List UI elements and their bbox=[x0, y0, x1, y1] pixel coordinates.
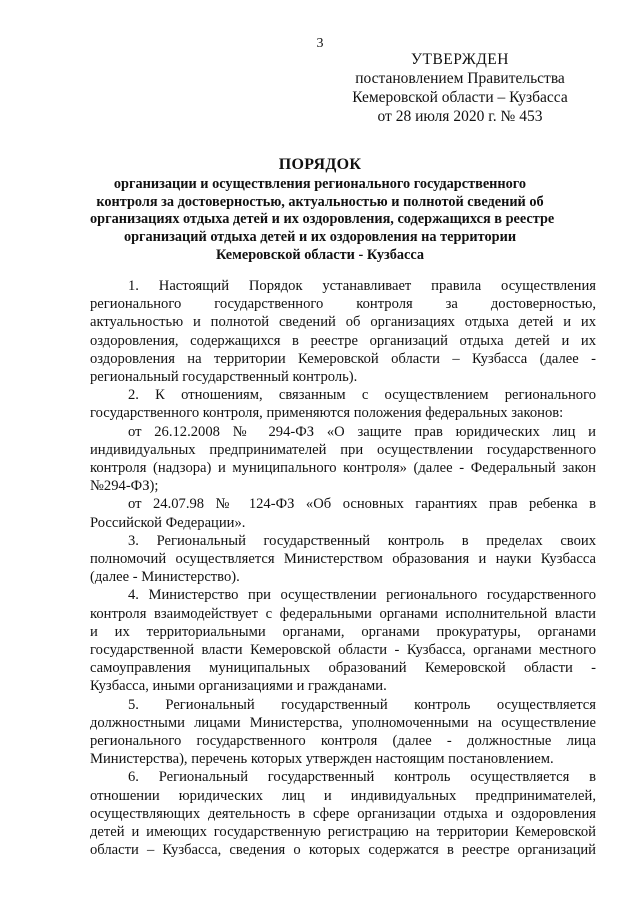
body-line: Министерства), перечень которых утвержден настоящим постановлением. bbox=[90, 751, 554, 768]
subtitle-line: организаций отдыха детей и их оздоровления на территории bbox=[123, 229, 517, 246]
document-body bbox=[90, 277, 596, 860]
subtitle-line: организациях отдыха детей и их оздоровления, содержащихся в реестре bbox=[90, 211, 555, 228]
body-line: (далее - Министерство). bbox=[90, 569, 240, 586]
body-line: контроля взаимодействует с федеральными органами исполнительной власти bbox=[90, 605, 596, 622]
document-subtitle bbox=[90, 176, 555, 265]
body-line: осуществляющих деятельность в сфере организации отдыха и оздоровления bbox=[90, 805, 596, 822]
body-line: полномочий осуществляется Министерством образования и науки Кузбасса bbox=[90, 551, 596, 568]
body-line: оздоровления на территории Кемеровской области – Кузбасса (далее - bbox=[90, 350, 596, 367]
body-line: государственного контроля, применяются положения федеральных законов: bbox=[90, 405, 564, 422]
body-line: Российской Федерации». bbox=[90, 514, 246, 531]
body-line: контроля (надзора) и муниципального контроля» (далее - Федеральный закон bbox=[90, 460, 596, 477]
body-line: самоуправления муниципальных образований Кемеровской области - bbox=[90, 660, 596, 677]
body-line: регионального государственного контроля (далее - должностные лица bbox=[90, 733, 596, 750]
body-line: №294-ФЗ); bbox=[90, 478, 159, 495]
body-line: и их территориальными органами, органами прокуратуры, органами bbox=[90, 623, 596, 640]
body-line: Кузбасса, иными организациями и гражданами. bbox=[90, 678, 387, 695]
body-line: 3. Региональный государственный контроль в пределах своих bbox=[128, 532, 596, 549]
document-title: ПОРЯДОК bbox=[278, 156, 362, 173]
body-line: 2. К отношениям, связанным с осуществлением регионального bbox=[128, 387, 596, 404]
page-number: 3 bbox=[316, 36, 324, 51]
body-line: детей и имеющих государственную регистрацию на территории Кемеровской bbox=[90, 824, 596, 841]
body-line: 1. Настоящий Порядок устанавливает правила осуществления bbox=[128, 278, 596, 294]
approval-line: постановлением Правительства bbox=[355, 70, 565, 87]
body-line: регионального государственного контроля за достоверностью, bbox=[90, 296, 596, 313]
body-line: 6. Региональный государственный контроль осуществляется в bbox=[128, 769, 596, 786]
body-line: индивидуальных предпринимателей при осуществлении государственного bbox=[90, 441, 596, 458]
approval-line: Кемеровской области – Кузбасса bbox=[352, 89, 568, 106]
subtitle-line: организации и осуществления регионального государственного bbox=[113, 176, 527, 192]
body-line: от 26.12.2008 № 294-ФЗ «О защите прав юридических лиц и bbox=[128, 423, 596, 440]
body-line: 5. Региональный государственный контроль осуществляется bbox=[128, 696, 596, 713]
body-line: 4. Министерство при осуществлении регионального государственного bbox=[128, 587, 596, 604]
approval-line: от 28 июля 2020 г. № 453 bbox=[377, 108, 543, 125]
approval-stamp bbox=[340, 50, 580, 126]
approval-title: УТВЕРЖДЕН bbox=[411, 51, 509, 68]
body-line: актуальностью и полнотой сведений об организациях отдыха детей и их bbox=[90, 314, 596, 331]
subtitle-line: Кемеровской области - Кузбасса bbox=[215, 246, 425, 263]
body-line: оздоровления, содержащихся в реестре организаций отдыха детей и их bbox=[90, 332, 596, 349]
body-line: области – Кузбасса, сведения о которых содержатся в реестре организаций bbox=[90, 842, 596, 859]
subtitle-line: контроля за достоверностью, актуальностью и полнотой сведений об bbox=[96, 193, 544, 210]
body-line: должностными лицами Министерства, уполномоченными на осуществление bbox=[90, 714, 596, 731]
body-line: от 24.07.98 № 124-ФЗ «Об основных гарантиях прав ребенка в bbox=[128, 496, 596, 513]
body-line: региональный государственный контроль). bbox=[90, 369, 358, 386]
body-line: отношении юридических лиц и индивидуальных предпринимателей, bbox=[90, 787, 596, 804]
body-line: государственной власти Кемеровской области - Кузбасса, органами местного bbox=[90, 642, 596, 659]
